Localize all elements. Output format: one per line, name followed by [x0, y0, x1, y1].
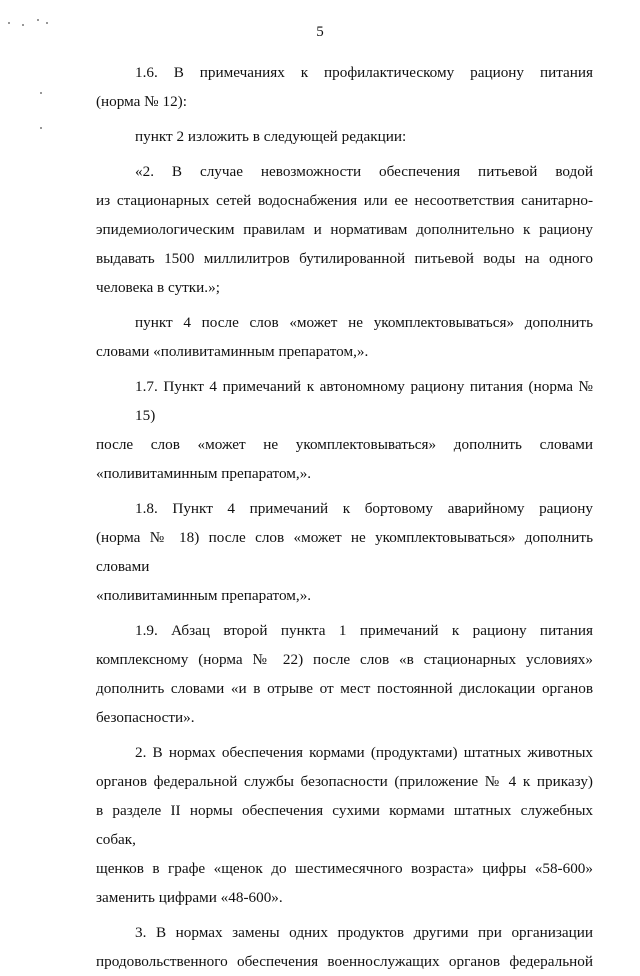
document-body	[96, 58, 593, 976]
text-line: пункт 4 после слов «может не укомплектовываться» дополнить	[135, 314, 593, 331]
text-line: дополнить словами «и в отрыве от мест постоянной дислокации органов	[96, 680, 593, 697]
scan-speck	[37, 19, 39, 21]
text-line: продовольственного обеспечения военнослужащих органов федеральной	[96, 953, 593, 970]
paragraph	[96, 308, 593, 366]
text-line: словами «поливитаминным препаратом,».	[96, 343, 369, 360]
text-line: безопасности».	[96, 709, 195, 726]
text-line: из стационарных сетей водоснабжения или ее несоответствия санитарно-	[96, 192, 593, 209]
paragraph	[96, 372, 593, 488]
text-line: 2. В нормах обеспечения кормами (продуктами) штатных животных	[135, 744, 593, 761]
text-line: «поливитаминным препаратом,».	[96, 587, 312, 604]
text-line: заменить цифрами «48-600».	[96, 889, 283, 906]
page-number: 5	[316, 24, 324, 40]
text-line: органов федеральной службы безопасности (приложение № 4 к приказу)	[96, 773, 593, 790]
scan-speck	[40, 127, 42, 129]
text-line: эпидемиологическим правилам и нормативам дополнительно к рациону	[96, 221, 593, 238]
text-line: «поливитаминным препаратом,».	[96, 465, 312, 482]
text-line: (норма № 12):	[96, 93, 187, 110]
paragraph	[96, 738, 593, 912]
paragraph	[96, 494, 593, 610]
paragraph	[96, 616, 593, 732]
text-line: комплексному (норма № 22) после слов «в стационарных условиях»	[96, 651, 593, 668]
text-line: выдавать 1500 миллилитров бутилированной питьевой воды на одного	[96, 250, 593, 267]
scan-speck	[40, 92, 42, 94]
text-line: (норма № 18) после слов «может не укомплектовываться» дополнить словами	[96, 529, 593, 575]
text-line: «2. В случае невозможности обеспечения питьевой водой	[135, 163, 593, 180]
text-line: после слов «может не укомплектовываться» дополнить словами	[96, 436, 593, 453]
paragraph	[96, 918, 593, 976]
text-line: 1.7. Пункт 4 примечаний к автономному рациону питания (норма № 15)	[135, 378, 593, 424]
text-line: пункт 2 изложить в следующей редакции:	[135, 128, 407, 145]
text-line: 1.8. Пункт 4 примечаний к бортовому аварийному рациону	[135, 500, 593, 517]
text-line: 1.9. Абзац второй пункта 1 примечаний к рациону питания	[135, 622, 593, 639]
text-line: человека в сутки.»;	[96, 279, 220, 296]
text-line: в разделе II нормы обеспечения сухими кормами штатных служебных собак,	[96, 802, 593, 848]
text-line: 3. В нормах замены одних продуктов другими при организации	[135, 924, 593, 941]
paragraph	[96, 122, 593, 151]
text-line: щенков в графе «щенок до шестимесячного возраста» цифры «58-600»	[96, 860, 593, 877]
text-line: 1.6. В примечаниях к профилактическому рациону питания	[135, 64, 593, 81]
paragraph	[96, 58, 593, 116]
paragraph	[96, 157, 593, 302]
